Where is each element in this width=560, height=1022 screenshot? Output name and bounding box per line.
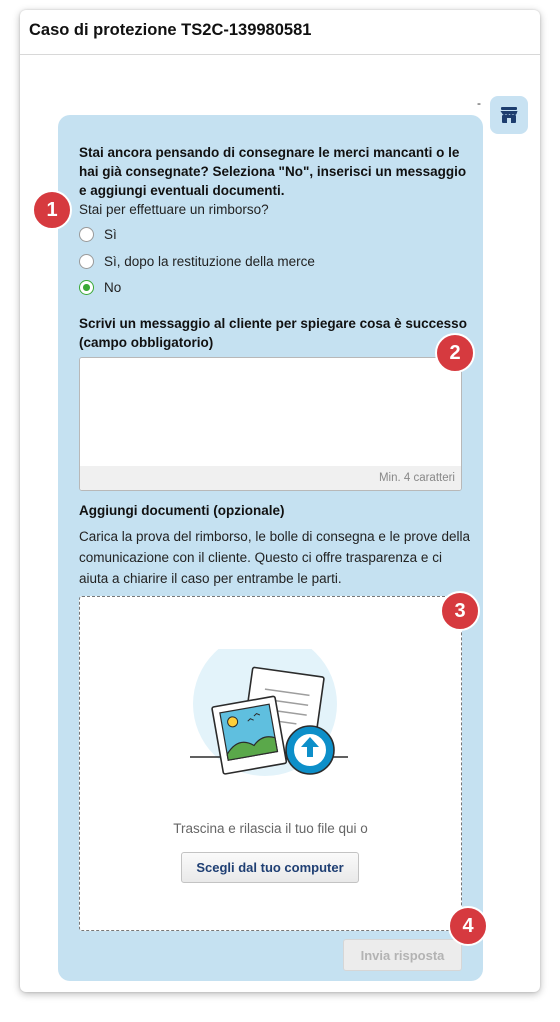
radio-circle-checked[interactable] [79, 280, 94, 295]
message-textarea[interactable] [80, 358, 461, 466]
drop-instruction: Trascina e rilascia il tuo file qui o [173, 821, 368, 836]
documents-title: Aggiungi documenti (opzionale) [79, 503, 285, 518]
form-intro: Stai ancora pensando di consegnare le merci mancanti o le hai già consegnate? Seleziona "No", inserisci un messaggio e aggiungi eventuali documenti. [79, 145, 467, 198]
protection-case-card [20, 10, 540, 992]
documents-description: Carica la prova del rimborso, le bolle di consegna e le prove della comunicazione con il cliente. Questo ci offre trasparenza e ci aiuta a chiarire il caso per entrambe le parti. [79, 529, 470, 586]
radio-option-no[interactable] [79, 280, 121, 295]
radio-circle[interactable] [79, 254, 94, 269]
store-icon [499, 105, 519, 125]
upload-illustration-icon [190, 649, 352, 784]
refund-question: Stai per effettuare un rimborso? [79, 202, 269, 217]
choose-file-button[interactable]: Scegli dal tuo computer [181, 852, 359, 883]
message-label: Scrivi un messaggio al cliente per spiegare cosa è successo (campo obbligatorio) [79, 316, 467, 350]
radio-label: Sì [104, 227, 117, 242]
radio-label: Sì, dopo la restituzione della merce [104, 254, 315, 269]
dash-separator: - [477, 96, 481, 110]
step-badge-1: 1 [32, 190, 72, 230]
response-form-panel [58, 115, 483, 981]
radio-option-yes[interactable] [79, 227, 117, 242]
character-hint: Min. 4 caratteri [80, 466, 461, 490]
case-title: Caso di protezione TS2C-139980581 [20, 10, 540, 55]
message-field-wrapper [79, 357, 462, 491]
radio-label: No [104, 280, 122, 295]
file-dropzone[interactable] [79, 596, 462, 931]
step-badge-2: 2 [435, 333, 475, 373]
radio-option-yes-after-return[interactable] [79, 254, 315, 269]
radio-circle[interactable] [79, 227, 94, 242]
step-badge-4: 4 [448, 906, 488, 946]
store-button[interactable] [490, 96, 528, 134]
step-badge-3: 3 [440, 591, 480, 631]
submit-response-button[interactable]: Invia risposta [343, 939, 462, 971]
